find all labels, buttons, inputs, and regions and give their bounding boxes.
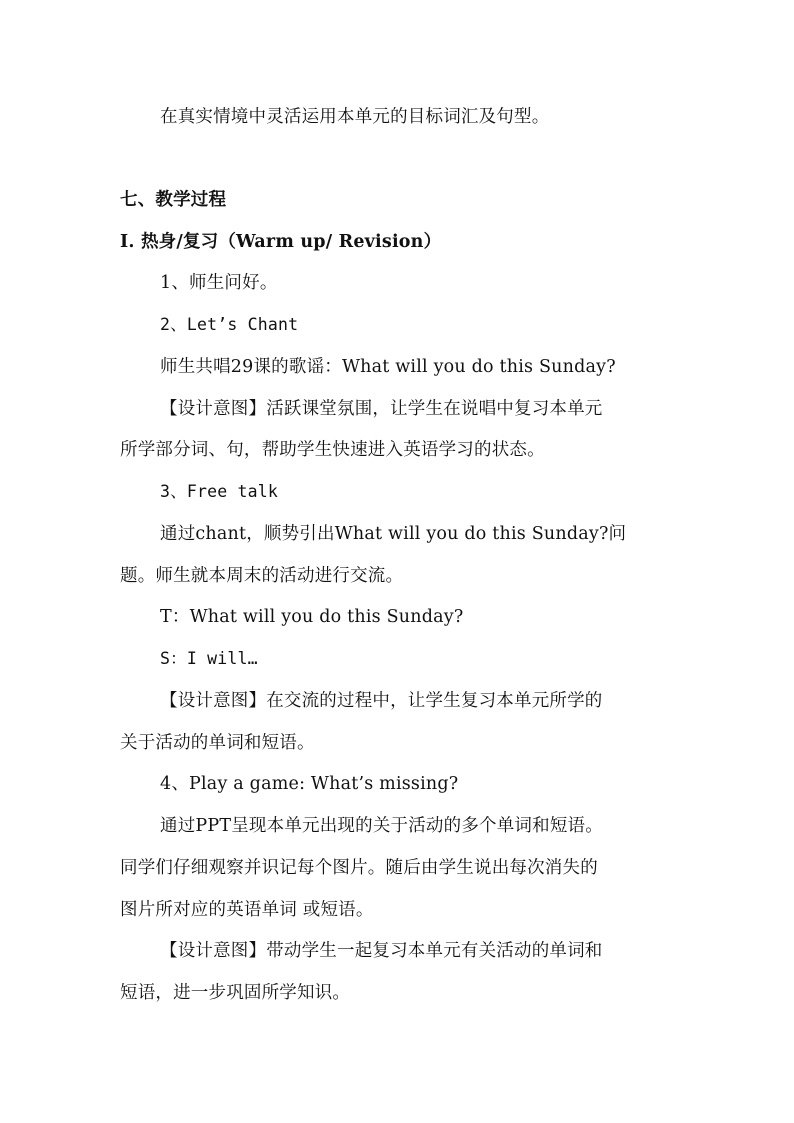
design-intent-1-line-2: 所学部分词、句，帮助学生快速进入英语学习的状态。	[120, 440, 545, 460]
step-1: 1、师生问好。	[160, 273, 278, 293]
step-3: 3、Free talk	[160, 482, 279, 501]
dialog-student: S：I will…	[160, 649, 258, 668]
step-4-description-line-1: 通过PPT呈现本单元出现的关于活动的多个单词和短语。	[160, 816, 603, 836]
step-2-description: 师生共唱29课的歌谣：What will you do this Sunday?	[160, 357, 616, 377]
part-title: I. 热身/复习（Warm up/ Revision）	[120, 232, 442, 252]
step-4-description-line-3: 图片所对应的英语单词 或短语。	[120, 900, 374, 920]
design-intent-1-line-1: 【设计意图】活跃课堂氛围，让学生在说唱中复习本单元	[160, 399, 603, 419]
design-intent-2-line-2: 关于活动的单词和短语。	[120, 733, 315, 753]
design-intent-3-line-2: 短语，进一步巩固所学知识。	[120, 983, 351, 1003]
step-2: 2、Let’s Chant	[160, 315, 299, 334]
step-3-description-line-2: 题。师生就本周末的活动进行交流。	[120, 566, 404, 586]
step-4-description-line-2: 同学们仔细观察并识记每个图片。随后由学生说出每次消失的	[120, 858, 598, 878]
goal-line: 在真实情境中灵活运用本单元的目标词汇及句型。	[160, 107, 550, 127]
design-intent-2-line-1: 【设计意图】在交流的过程中，让学生复习本单元所学的	[160, 691, 603, 711]
step-4: 4、Play a game: What’s missing?	[160, 774, 459, 794]
step-3-description-line-1: 通过chant，顺势引出What will you do this Sunday?问	[160, 524, 627, 544]
section-title: 七、教学过程	[120, 190, 227, 210]
dialog-teacher: T：What will you do this Sunday?	[160, 607, 464, 627]
design-intent-3-line-1: 【设计意图】带动学生一起复习本单元有关活动的单词和	[160, 941, 603, 961]
